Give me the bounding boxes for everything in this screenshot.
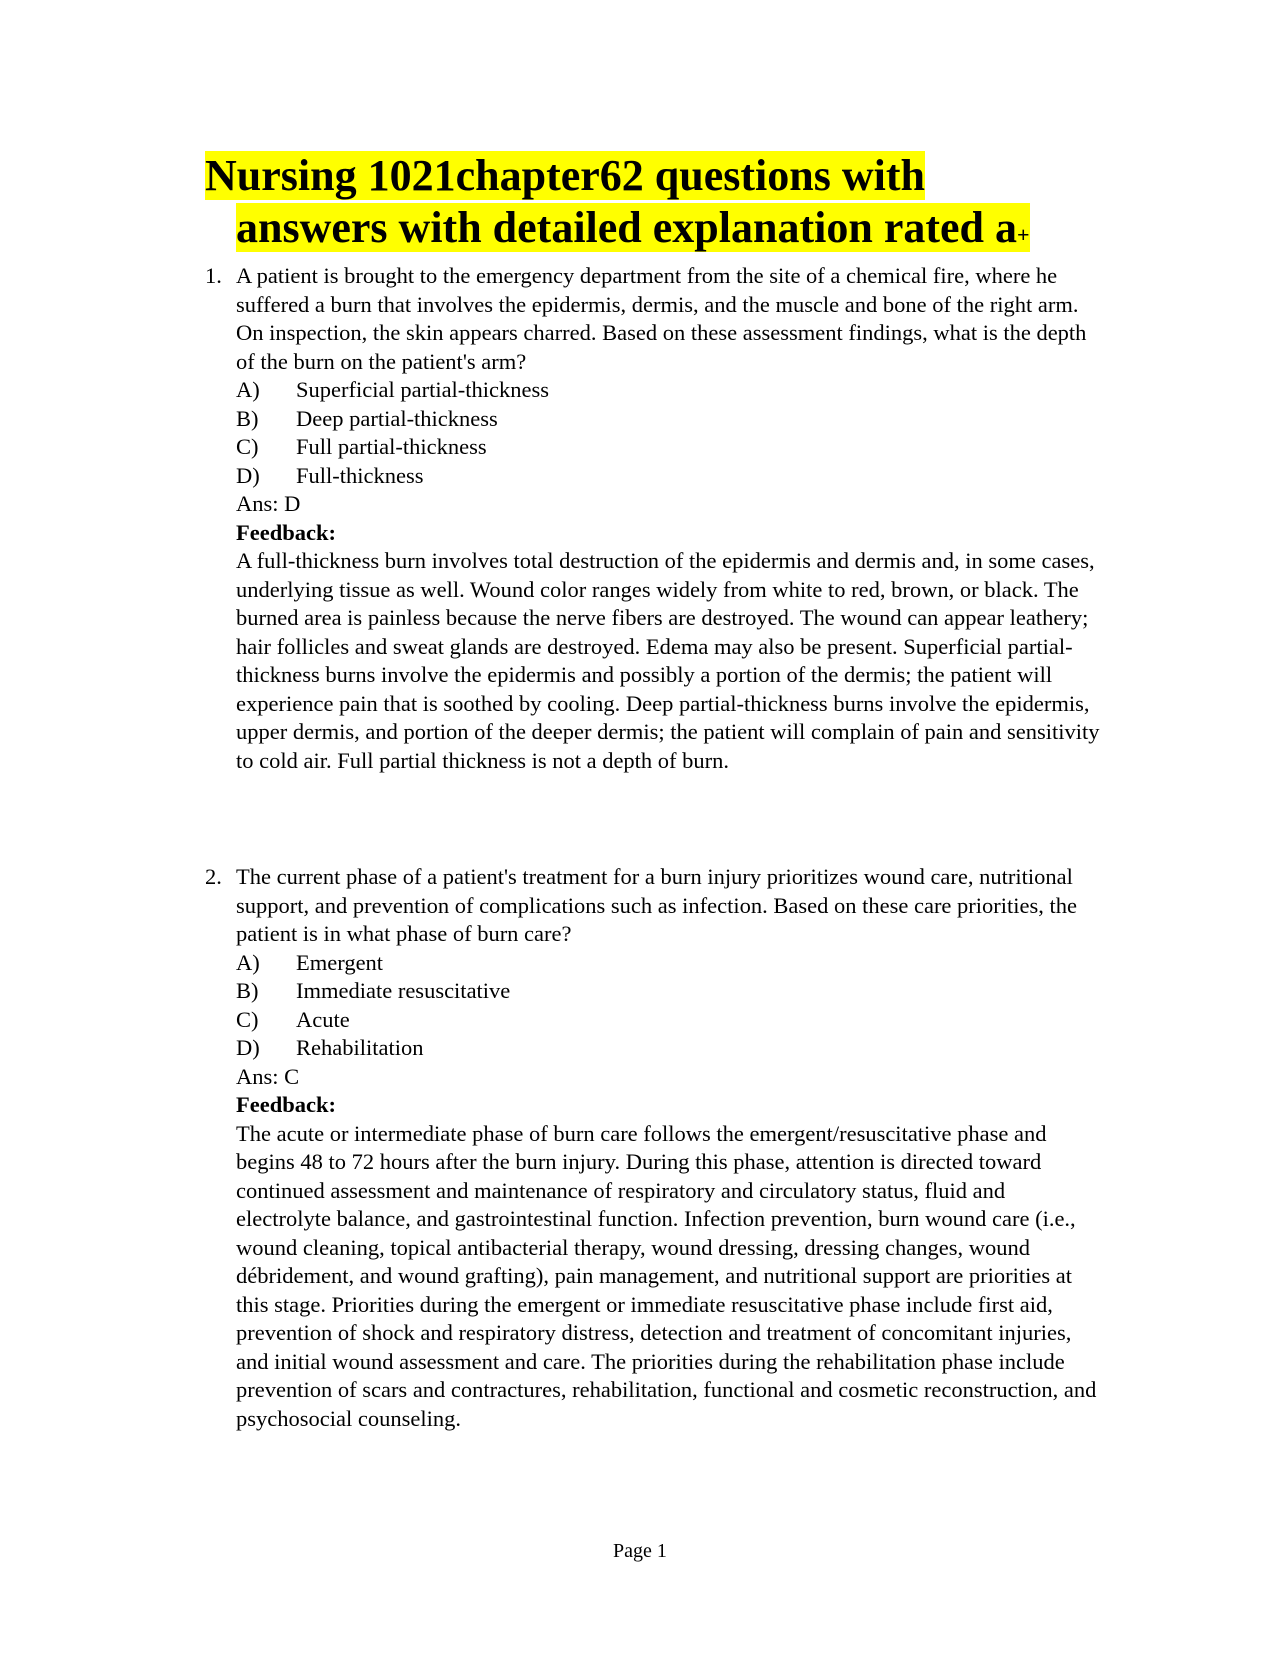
question-number: 2. [205, 864, 222, 889]
question-text: The current phase of a patient's treatment for a burn injury prioritizes wound care, nutritional support, and prevention of complications such as infection. Based on these care priorities, the patient is in what phase of burn care? [236, 864, 1078, 946]
option-letter: D) [236, 1035, 260, 1060]
question-body [236, 262, 1105, 775]
page-footer [0, 1538, 1280, 1564]
answer-options [236, 376, 1105, 490]
question-2 [205, 863, 1105, 1433]
option-text: Deep partial-thickness [296, 405, 498, 431]
question-1 [205, 262, 1105, 775]
option-letter: B) [236, 978, 259, 1003]
option-letter: B) [236, 405, 259, 431]
option-text: Acute [296, 1006, 350, 1032]
answer-key: Ans: D [236, 491, 301, 516]
option-c [236, 1006, 1105, 1035]
answer-options [236, 949, 1105, 1063]
option-text: Immediate resuscitative [296, 978, 511, 1003]
option-b [236, 977, 1105, 1006]
feedback-text: The acute or intermediate phase of burn care follows the emergent/resuscitative phase and begins 48 to 72 hours after the burn injury. During this phase, attention is directed toward continued assessment and maintenance of respiratory and circulatory status, fluid and electrolyte balance, and gastrointestinal function. Infection prevention, burn wound care (i.e., wound cleaning, topical antibacterial therapy, wound dressing, dressing changes, wound débridement, and wound grafting), pain management, and nutritional support are priorities at this stage. Priorities during the emergent or immediate resuscitative phase include first aid, prevention of shock and respiratory distress, detection and treatment of concomitant injuries, and initial wound assessment and care. The priorities during the rehabilitation phase include prevention of scars and contractures, rehabilitation, functional and cosmetic reconstruction, and psychosocial counseling. [236, 1120, 1097, 1431]
option-c [236, 433, 1105, 462]
title-line-1 [205, 150, 1085, 202]
title-highlight-1: Nursing 1021chapter62 questions with [205, 151, 925, 200]
option-text: Rehabilitation [296, 1035, 424, 1060]
option-letter: D) [236, 462, 260, 488]
option-text: Full partial-thickness [296, 434, 487, 459]
option-letter: A) [236, 949, 260, 975]
feedback-label: Feedback: [236, 1092, 336, 1117]
option-d [236, 462, 1105, 491]
option-letter: A) [236, 377, 260, 402]
option-text: Full-thickness [296, 462, 424, 488]
question-number: 1. [205, 263, 222, 288]
option-text: Superficial partial-thickness [296, 377, 550, 402]
title-line-2-text: answers with detailed explanation rated a [236, 203, 1017, 252]
title-highlight-2 [236, 203, 1030, 252]
option-d [236, 1034, 1105, 1063]
answer-key: Ans: C [236, 1063, 300, 1089]
feedback-text: A full-thickness burn involves total destruction of the epidermis and dermis and, in some cases, underlying tissue as well. Wound color ranges widely from white to red, brown, or black. The burned area is painless because the nerve fibers are destroyed. The wound can appear leathery; hair follicles and sweat glands are destroyed. Edema may also be present. Superficial partial-thickness burns involve the epidermis and possibly a portion of the dermis; the patient will experience pain that is soothed by cooling. Deep partial-thickness burns involve the epidermis, upper dermis, and portion of the deeper dermis; the patient will complain of pain and sensitivity to cold air. Full partial thickness is not a depth of burn. [236, 548, 1100, 773]
question-body [236, 863, 1105, 1433]
feedback-label: Feedback: [236, 519, 336, 545]
option-b [236, 405, 1105, 434]
option-a [236, 949, 1105, 978]
option-text: Emergent [296, 949, 384, 975]
question-text: A patient is brought to the emergency department from the site of a chemical fire, where he suffered a burn that involves the epidermis, dermis, and the muscle and bone of the right arm. On inspection, the skin appears charred. Based on these assessment findings, what is the depth of the burn on the patient's arm? [236, 263, 1087, 374]
title-suffix: + [1017, 222, 1030, 247]
document-title [205, 150, 1085, 261]
option-letter: C) [236, 434, 259, 459]
page-number: Page 1 [613, 1540, 667, 1562]
option-a [236, 376, 1105, 405]
title-line-2 [205, 202, 1085, 261]
option-letter: C) [236, 1006, 259, 1032]
